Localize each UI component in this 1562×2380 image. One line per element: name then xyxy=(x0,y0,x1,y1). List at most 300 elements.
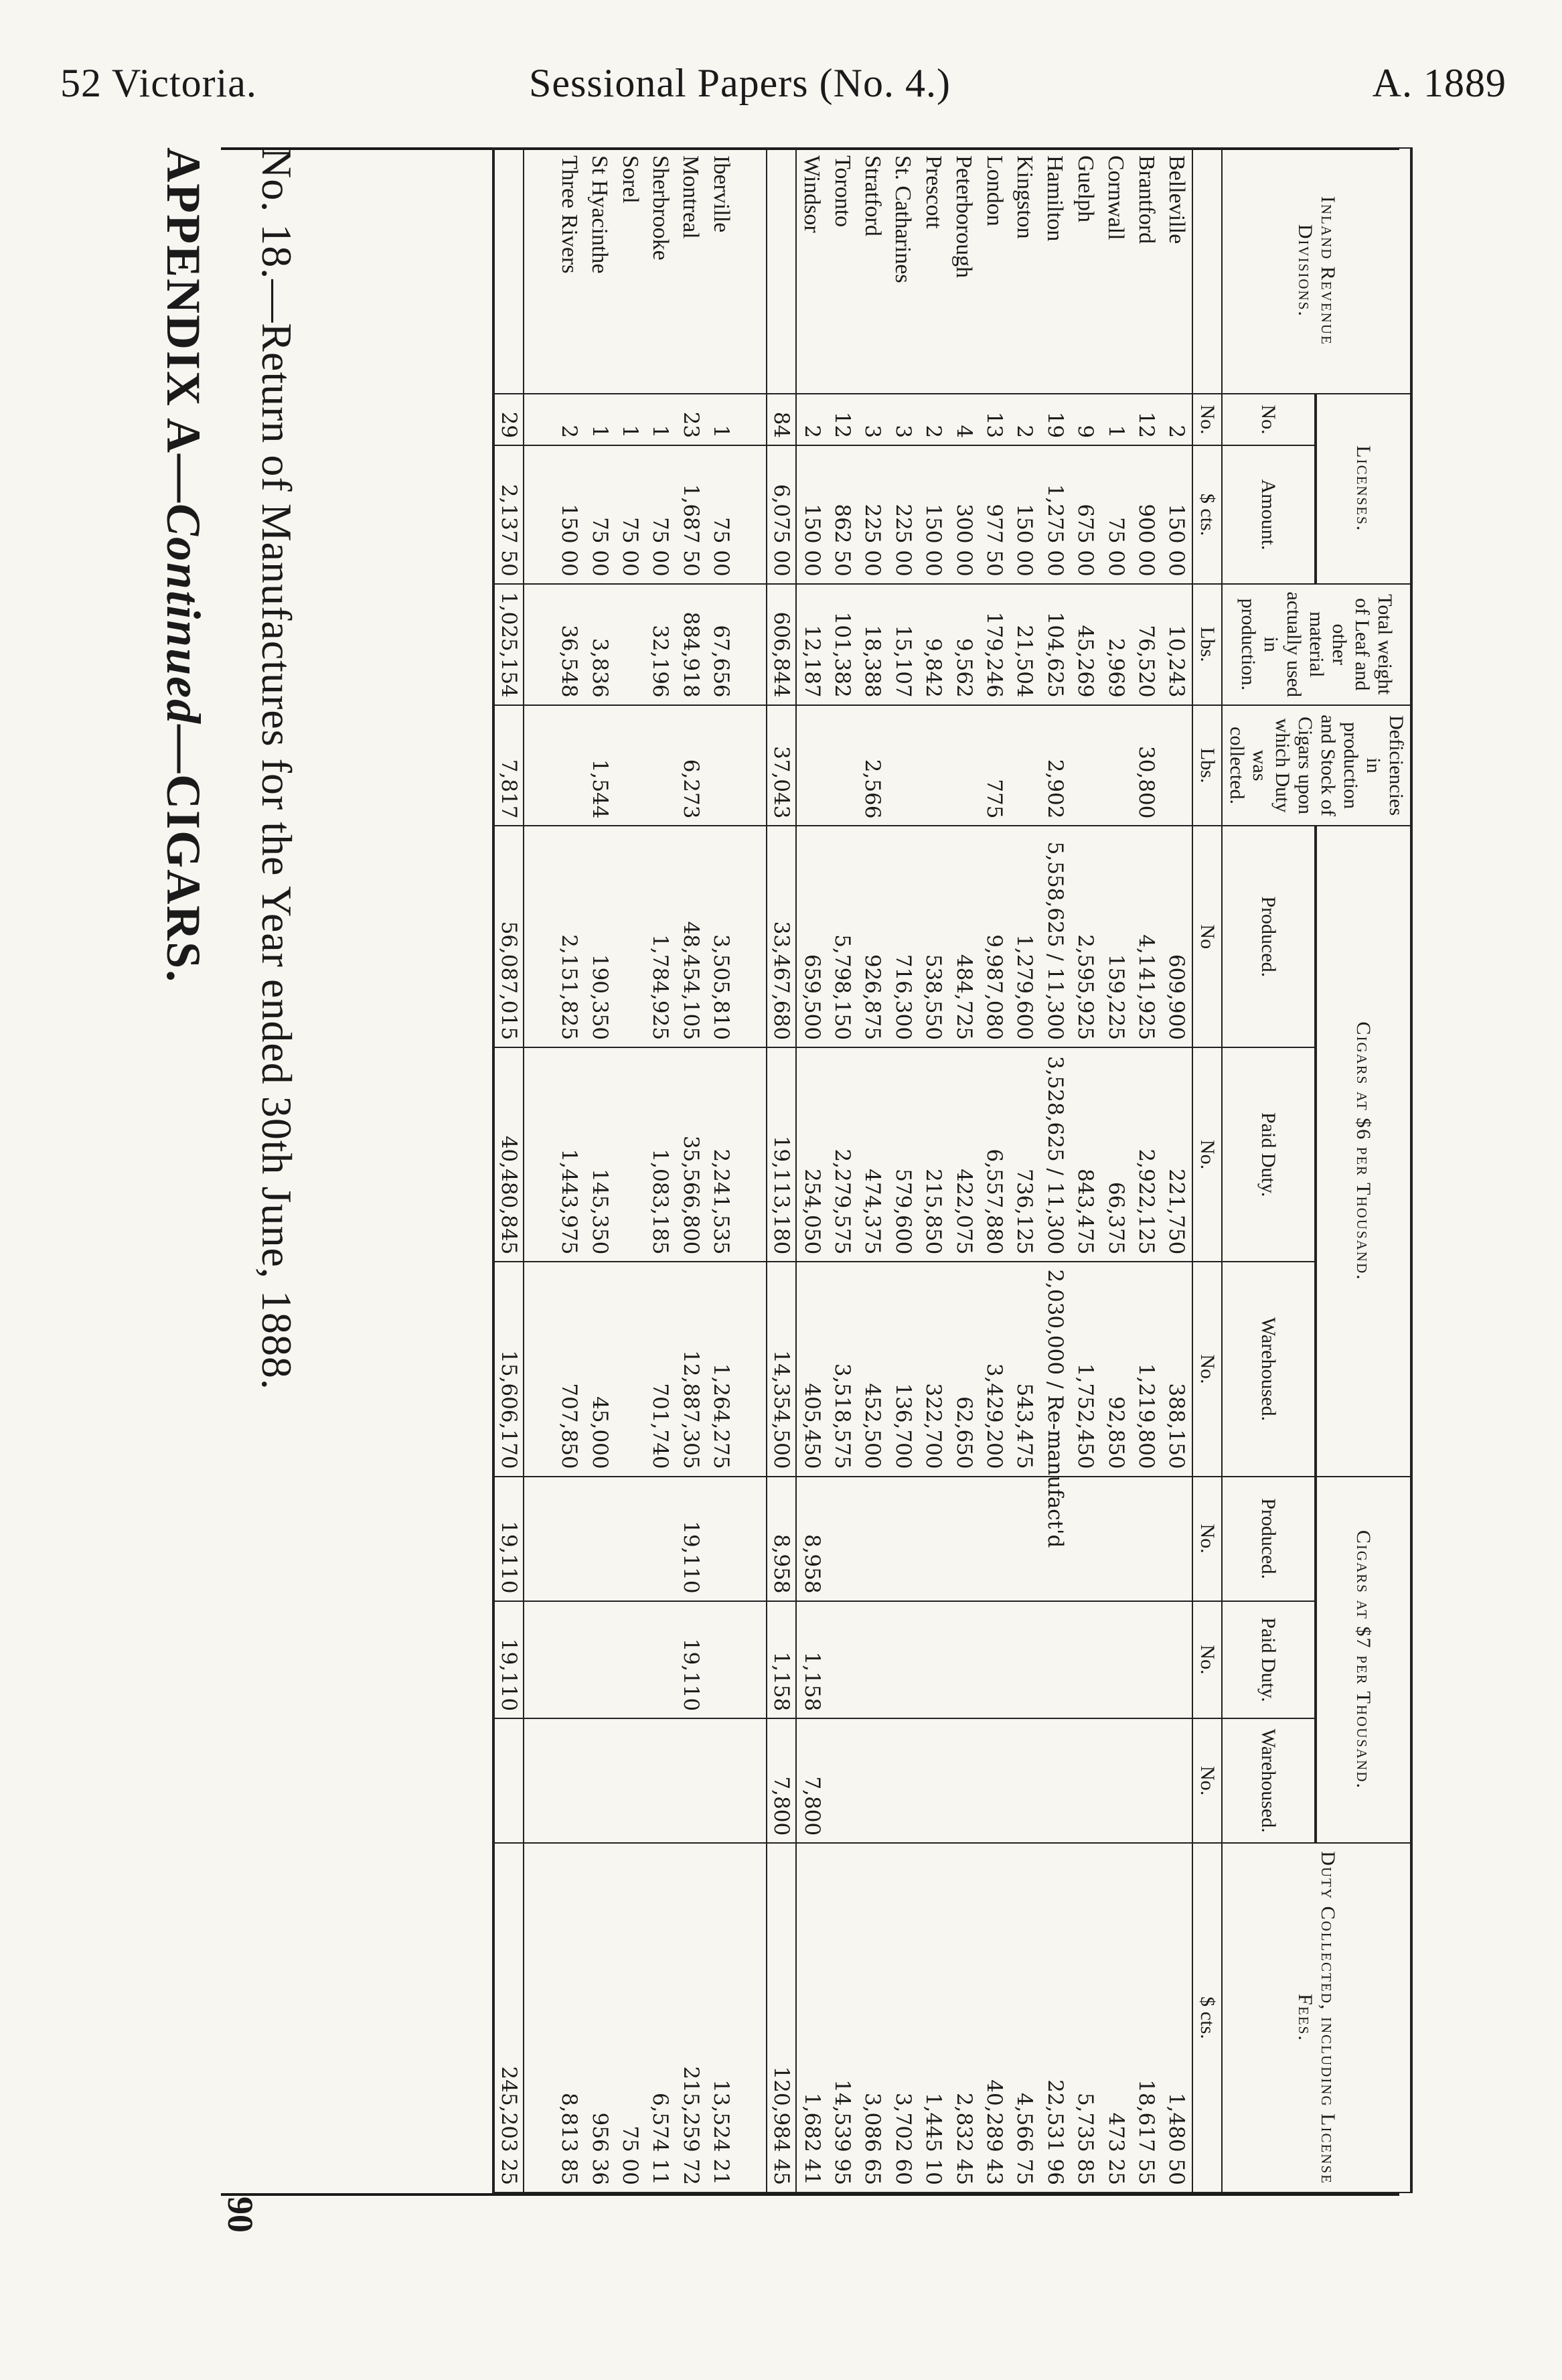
cell-no: 1 xyxy=(645,394,676,445)
cell-w6: 2,030,000 / Re-manufact'd xyxy=(1040,1262,1070,1476)
cell-tobacco: 101,382 xyxy=(827,584,857,705)
table-row xyxy=(615,148,645,2192)
table-row xyxy=(1010,148,1040,2192)
cell-amount: 150 00 xyxy=(1162,445,1192,584)
cell-d6: 2,241,535 xyxy=(706,1047,736,1262)
unit-duty: $ cts. xyxy=(1192,1843,1222,2192)
cell-amount: 900 00 xyxy=(1131,445,1161,584)
cell-p6: 659,500 xyxy=(796,826,827,1047)
col-lic-no: No. xyxy=(1222,394,1316,445)
cell-deficiency xyxy=(706,705,736,826)
cell-tobacco: 67,656 xyxy=(706,584,736,705)
cell-deficiency xyxy=(827,705,857,826)
cell-amount: 150 00 xyxy=(796,445,827,584)
cell-deficiency xyxy=(554,705,584,826)
col-group-six: Cigars at $6 per Thousand. xyxy=(1316,826,1411,1476)
cell-p7 xyxy=(979,1477,1009,1601)
cell-d6: 2,922,125 xyxy=(1131,1047,1161,1262)
cell-no: 1 xyxy=(1101,394,1131,445)
cell-p6: 159,225 xyxy=(1101,826,1131,1047)
cell-deficiency xyxy=(888,705,918,826)
cell-d7 xyxy=(584,1601,615,1719)
cell-amount: 150 00 xyxy=(1010,445,1040,584)
cell-p6: 538,550 xyxy=(918,826,948,1047)
cell-division: Hamilton xyxy=(1040,148,1070,394)
cell-d7 xyxy=(554,1601,584,1719)
cell-d6: 254,050 xyxy=(796,1047,827,1262)
cell-p7 xyxy=(554,1477,584,1601)
cell-w7 xyxy=(1162,1718,1192,1843)
cell-w7 xyxy=(918,1718,948,1843)
cell-w7 xyxy=(706,1718,736,1843)
unit-blank xyxy=(1192,148,1222,394)
cell-p7 xyxy=(645,1477,676,1601)
cell-d7 xyxy=(1010,1601,1040,1719)
cell-p6: 4,141,925 xyxy=(1131,826,1161,1047)
col-duty: Duty Collected, including License Fees. xyxy=(1222,1843,1411,2192)
table-row xyxy=(554,148,584,2192)
cell-duty: 14,539 95 xyxy=(827,1843,857,2192)
cell-p7 xyxy=(918,1477,948,1601)
cell-d6 xyxy=(615,1047,645,1262)
cell-division: Stratford xyxy=(858,148,888,394)
cell-tobacco: 76,520 xyxy=(1131,584,1161,705)
cell-w6: 1,264,275 xyxy=(706,1262,736,1476)
cell-p7: 8,958 xyxy=(796,1477,827,1601)
table-row xyxy=(1162,148,1192,2192)
col-warehoused-7: Warehoused. xyxy=(1222,1718,1316,1843)
table-row xyxy=(1131,148,1161,2192)
cell-p7: 19,110 xyxy=(493,1477,524,1601)
cell-duty: 75 00 xyxy=(615,1843,645,2192)
cell-deficiency xyxy=(1010,705,1040,826)
cell-no: 19 xyxy=(1040,394,1070,445)
cell-no: 2 xyxy=(554,394,584,445)
cell-p7: 8,958 xyxy=(767,1477,796,1601)
cell-division: Belleville xyxy=(1162,148,1192,394)
cell-p6: 190,350 xyxy=(584,826,615,1047)
table-row xyxy=(796,148,827,2192)
col-deficiency: Deficiencies in production and Stock of Cigars upon which Duty was collected. xyxy=(1222,705,1411,826)
cell-d7 xyxy=(615,1601,645,1719)
cell-p7 xyxy=(706,1477,736,1601)
cell-no: 4 xyxy=(949,394,979,445)
cell-division: Iberville xyxy=(706,148,736,394)
cell-w6: 707,850 xyxy=(554,1262,584,1476)
cell-p7 xyxy=(1131,1477,1161,1601)
cell-no: 12 xyxy=(1131,394,1161,445)
cell-division: Guelph xyxy=(1070,148,1100,394)
cell-tobacco: 18,388 xyxy=(858,584,888,705)
cell-duty: 22,531 96 xyxy=(1040,1843,1070,2192)
cell-deficiency: 775 xyxy=(979,705,1009,826)
cell-p7 xyxy=(1070,1477,1100,1601)
cell-p7 xyxy=(888,1477,918,1601)
cell-no: 1 xyxy=(584,394,615,445)
cell-no: 9 xyxy=(1070,394,1100,445)
cell-p7 xyxy=(615,1477,645,1601)
cell-p6: 5,558,625 / 11,300 xyxy=(1040,826,1070,1047)
cell-duty: 18,617 55 xyxy=(1131,1843,1161,2192)
unit-deficiency: Lbs. xyxy=(1192,705,1222,826)
cell-duty: 120,984 45 xyxy=(767,1843,796,2192)
cell-d7: 1,158 xyxy=(767,1601,796,1719)
cell-duty: 8,813 85 xyxy=(554,1843,584,2192)
cell-d7 xyxy=(1070,1601,1100,1719)
cell-deficiency xyxy=(645,705,676,826)
cell-duty: 215,259 72 xyxy=(676,1843,706,2192)
col-lic-amount: Amount. xyxy=(1222,445,1316,584)
col-tobacco: Total weight of Leaf and other material actually used in production. xyxy=(1222,584,1411,705)
cell-amount: 150 00 xyxy=(554,445,584,584)
table-row xyxy=(645,148,676,2192)
cell-duty: 3,086 65 xyxy=(858,1843,888,2192)
cell-d7 xyxy=(888,1601,918,1719)
cell-p7 xyxy=(584,1477,615,1601)
cell-p6: 33,467,680 xyxy=(767,826,796,1047)
cell-division: Toronto xyxy=(827,148,857,394)
running-header xyxy=(40,60,1520,121)
table-title: No. 18.—Return of Manufactures for the Year ended 30th June, 1888. xyxy=(253,147,301,1390)
col-division: Inland Revenue Divisions. xyxy=(1222,148,1411,394)
cell-w7 xyxy=(858,1718,888,1843)
rotated-page xyxy=(87,147,1413,2233)
cell-w7 xyxy=(827,1718,857,1843)
cell-p6: 2,595,925 xyxy=(1070,826,1100,1047)
col-produced-7: Produced. xyxy=(1222,1477,1316,1601)
cell-d6: 66,375 xyxy=(1101,1047,1131,1262)
cell-tobacco: 606,844 xyxy=(767,584,796,705)
cell-w7 xyxy=(1101,1718,1131,1843)
cell-no: 3 xyxy=(888,394,918,445)
bottom-rule xyxy=(221,2193,1399,2196)
cell-tobacco: 15,107 xyxy=(888,584,918,705)
cell-no: 2 xyxy=(1162,394,1192,445)
cell-d7 xyxy=(1162,1601,1192,1719)
cell-division xyxy=(493,148,524,394)
cell-d7 xyxy=(645,1601,676,1719)
spacer-row xyxy=(524,148,554,2192)
cell-division: St. Catharines xyxy=(888,148,918,394)
unit-warehoused-7: No. xyxy=(1192,1718,1222,1843)
cell-p6: 926,875 xyxy=(858,826,888,1047)
cell-p6: 9,987,080 xyxy=(979,826,1009,1047)
table-row xyxy=(949,148,979,2192)
cell-no: 29 xyxy=(493,394,524,445)
cell-no: 23 xyxy=(676,394,706,445)
cell-w6: 15,606,170 xyxy=(493,1262,524,1476)
appendix-prefix: APPENDIX A— xyxy=(157,147,210,504)
cell-amount: 75 00 xyxy=(1101,445,1131,584)
cell-duty: 3,702 60 xyxy=(888,1843,918,2192)
table-row xyxy=(918,148,948,2192)
col-group-seven: Cigars at $7 per Thousand. xyxy=(1316,1477,1411,1844)
cell-duty: 1,480 50 xyxy=(1162,1843,1192,2192)
cell-w7: 7,800 xyxy=(767,1718,796,1843)
cell-w7 xyxy=(676,1718,706,1843)
cell-d7 xyxy=(918,1601,948,1719)
cell-no: 3 xyxy=(858,394,888,445)
cell-d6: 422,075 xyxy=(949,1047,979,1262)
cell-amount: 300 00 xyxy=(949,445,979,584)
cell-duty: 956 36 xyxy=(584,1843,615,2192)
spacer-row xyxy=(736,148,767,2192)
cell-deficiency xyxy=(1070,705,1100,826)
cell-d7 xyxy=(979,1601,1009,1719)
cell-division: St Hyacinthe xyxy=(584,148,615,394)
cell-p7 xyxy=(949,1477,979,1601)
cell-w7 xyxy=(554,1718,584,1843)
cell-d7 xyxy=(1040,1601,1070,1719)
cell-d6: 40,480,845 xyxy=(493,1047,524,1262)
cell-w7 xyxy=(493,1718,524,1843)
unit-tobacco: Lbs. xyxy=(1192,584,1222,705)
col-produced-6: Produced. xyxy=(1222,826,1316,1047)
cell-amount: 225 00 xyxy=(888,445,918,584)
cell-tobacco: 3,836 xyxy=(584,584,615,705)
cell-no: 12 xyxy=(827,394,857,445)
cell-p6: 56,087,015 xyxy=(493,826,524,1047)
cell-w6: 452,500 xyxy=(858,1262,888,1476)
unit-lic-no: No. xyxy=(1192,394,1222,445)
cell-duty: 245,203 25 xyxy=(493,1843,524,2192)
cell-amount: 75 00 xyxy=(584,445,615,584)
cell-amount: 2,137 50 xyxy=(493,445,524,584)
cell-w7 xyxy=(949,1718,979,1843)
col-paid-7: Paid Duty. xyxy=(1222,1601,1316,1719)
cell-amount: 675 00 xyxy=(1070,445,1100,584)
cell-division: Brantford xyxy=(1131,148,1161,394)
cell-tobacco: 45,269 xyxy=(1070,584,1100,705)
cell-tobacco: 884,918 xyxy=(676,584,706,705)
table-row xyxy=(1040,148,1070,2192)
cell-w7 xyxy=(888,1718,918,1843)
cell-w6: 14,354,500 xyxy=(767,1262,796,1476)
cell-w7 xyxy=(645,1718,676,1843)
cell-deficiency xyxy=(615,705,645,826)
subtotal-row xyxy=(767,148,796,2192)
cell-d6: 579,600 xyxy=(888,1047,918,1262)
cell-deficiency xyxy=(918,705,948,826)
cell-w6: 322,700 xyxy=(918,1262,948,1476)
cell-d6: 35,566,800 xyxy=(676,1047,706,1262)
cell-division: Peterborough xyxy=(949,148,979,394)
cell-d6: 1,083,185 xyxy=(645,1047,676,1262)
cell-deficiency xyxy=(1162,705,1192,826)
cell-w6: 388,150 xyxy=(1162,1262,1192,1476)
cell-no: 2 xyxy=(796,394,827,445)
cell-d6: 1,443,975 xyxy=(554,1047,584,1262)
cell-deficiency: 6,273 xyxy=(676,705,706,826)
cell-w6: 12,887,305 xyxy=(676,1262,706,1476)
cell-p7 xyxy=(1010,1477,1040,1601)
cell-duty: 4,566 75 xyxy=(1010,1843,1040,2192)
cell-d6: 221,750 xyxy=(1162,1047,1192,1262)
cell-d7 xyxy=(827,1601,857,1719)
cell-w6: 1,219,800 xyxy=(1131,1262,1161,1476)
cell-deficiency: 1,544 xyxy=(584,705,615,826)
cell-deficiency: 37,043 xyxy=(767,705,796,826)
page-number: 90 xyxy=(220,2197,260,2233)
col-warehoused-6: Warehoused. xyxy=(1222,1262,1316,1476)
cell-d7 xyxy=(858,1601,888,1719)
cell-w6: 543,475 xyxy=(1010,1262,1040,1476)
cell-division: London xyxy=(979,148,1009,394)
cell-tobacco: 10,243 xyxy=(1162,584,1192,705)
cell-p7 xyxy=(827,1477,857,1601)
cell-division xyxy=(767,148,796,394)
cell-tobacco: 2,969 xyxy=(1101,584,1131,705)
cell-tobacco: 36,548 xyxy=(554,584,584,705)
cell-p7 xyxy=(1101,1477,1131,1601)
cell-d7 xyxy=(1131,1601,1161,1719)
cell-no: 2 xyxy=(1010,394,1040,445)
cell-w7 xyxy=(1010,1718,1040,1843)
cell-deficiency: 2,902 xyxy=(1040,705,1070,826)
cell-division: Kingston xyxy=(1010,148,1040,394)
cell-w6: 3,429,200 xyxy=(979,1262,1009,1476)
appendix-continued: Continued xyxy=(157,504,210,725)
cell-deficiency: 7,817 xyxy=(493,705,524,826)
cell-amount: 862 50 xyxy=(827,445,857,584)
cell-tobacco: 32,196 xyxy=(645,584,676,705)
table-row xyxy=(888,148,918,2192)
cell-duty: 5,735 85 xyxy=(1070,1843,1100,2192)
cell-d6: 736,125 xyxy=(1010,1047,1040,1262)
cell-amount: 75 00 xyxy=(615,445,645,584)
cell-w7 xyxy=(1040,1718,1070,1843)
cell-w6: 136,700 xyxy=(888,1262,918,1476)
table-row xyxy=(827,148,857,2192)
cell-tobacco: 9,562 xyxy=(949,584,979,705)
cell-p6: 716,300 xyxy=(888,826,918,1047)
cell-amount: 75 00 xyxy=(645,445,676,584)
table-row xyxy=(1070,148,1100,2192)
table-row xyxy=(1101,148,1131,2192)
cell-division: Montreal xyxy=(676,148,706,394)
cigars-table xyxy=(492,147,1413,2193)
cell-d6: 3,528,625 / 11,300 xyxy=(1040,1047,1070,1262)
cell-deficiency xyxy=(1101,705,1131,826)
cell-p7: 19,110 xyxy=(676,1477,706,1601)
cell-w7 xyxy=(615,1718,645,1843)
header-session: 52 Victoria. xyxy=(60,61,257,105)
col-paid-6: Paid Duty. xyxy=(1222,1047,1316,1262)
cell-tobacco: 104,625 xyxy=(1040,584,1070,705)
cell-w6: 3,518,575 xyxy=(827,1262,857,1476)
cell-duty: 1,682 41 xyxy=(796,1843,827,2192)
unit-paid-6: No. xyxy=(1192,1047,1222,1262)
table-row xyxy=(706,148,736,2192)
cell-d7: 1,158 xyxy=(796,1601,827,1719)
col-licenses: Licenses. xyxy=(1316,394,1411,584)
table-row xyxy=(858,148,888,2192)
cell-w6: 92,850 xyxy=(1101,1262,1131,1476)
cell-amount: 75 00 xyxy=(706,445,736,584)
unit-produced-6: No xyxy=(1192,826,1222,1047)
cell-p6: 5,798,150 xyxy=(827,826,857,1047)
cell-p6 xyxy=(615,826,645,1047)
cell-deficiency xyxy=(796,705,827,826)
cell-duty: 2,832 45 xyxy=(949,1843,979,2192)
cell-d6: 215,850 xyxy=(918,1047,948,1262)
cell-division: Three Rivers xyxy=(554,148,584,394)
cell-tobacco: 179,246 xyxy=(979,584,1009,705)
cell-tobacco: 1,025,154 xyxy=(493,584,524,705)
cell-amount: 1,687 50 xyxy=(676,445,706,584)
cell-amount: 150 00 xyxy=(918,445,948,584)
table-row xyxy=(676,148,706,2192)
unit-warehoused-6: No. xyxy=(1192,1262,1222,1476)
cell-w7: 7,800 xyxy=(796,1718,827,1843)
cell-tobacco: 9,842 xyxy=(918,584,948,705)
cell-duty: 1,445 10 xyxy=(918,1843,948,2192)
cell-duty: 6,574 11 xyxy=(645,1843,676,2192)
cell-duty: 40,289 43 xyxy=(979,1843,1009,2192)
cell-w6: 45,000 xyxy=(584,1262,615,1476)
cell-p6: 3,505,810 xyxy=(706,826,736,1047)
cell-p6: 1,279,600 xyxy=(1010,826,1040,1047)
cell-tobacco: 12,187 xyxy=(796,584,827,705)
cell-d6: 19,113,180 xyxy=(767,1047,796,1262)
table-row xyxy=(979,148,1009,2192)
cell-no: 2 xyxy=(918,394,948,445)
cell-d7: 19,110 xyxy=(493,1601,524,1719)
cell-w7 xyxy=(1131,1718,1161,1843)
cell-duty: 13,524 21 xyxy=(706,1843,736,2192)
cell-amount: 977 50 xyxy=(979,445,1009,584)
cell-w7 xyxy=(584,1718,615,1843)
cell-p6: 48,454,105 xyxy=(676,826,706,1047)
unit-paid-7: No. xyxy=(1192,1601,1222,1719)
unit-produced-7: No. xyxy=(1192,1477,1222,1601)
cell-no: 13 xyxy=(979,394,1009,445)
cell-d6: 145,350 xyxy=(584,1047,615,1262)
cell-d6: 843,475 xyxy=(1070,1047,1100,1262)
table-row xyxy=(584,148,615,2192)
cell-w6: 701,740 xyxy=(645,1262,676,1476)
cell-p6: 484,725 xyxy=(949,826,979,1047)
cell-p7 xyxy=(858,1477,888,1601)
cell-deficiency: 2,566 xyxy=(858,705,888,826)
table-row xyxy=(493,148,524,2192)
cell-no: 1 xyxy=(706,394,736,445)
header-year: A. 1889 xyxy=(1372,61,1506,105)
cell-d7 xyxy=(706,1601,736,1719)
cell-p6: 1,784,925 xyxy=(645,826,676,1047)
unit-amount: $ cts. xyxy=(1192,445,1222,584)
header-papers: Sessional Papers (No. 4.) xyxy=(529,61,951,105)
cell-d7: 19,110 xyxy=(676,1601,706,1719)
cell-no: 84 xyxy=(767,394,796,445)
cell-d7 xyxy=(949,1601,979,1719)
cell-amount: 1,275 00 xyxy=(1040,445,1070,584)
cell-division: Sorel xyxy=(615,148,645,394)
cell-tobacco xyxy=(615,584,645,705)
appendix-heading xyxy=(155,147,211,983)
cell-d6: 2,279,575 xyxy=(827,1047,857,1262)
cell-w6: 62,650 xyxy=(949,1262,979,1476)
cell-amount: 225 00 xyxy=(858,445,888,584)
cell-division: Sherbrooke xyxy=(645,148,676,394)
cell-deficiency xyxy=(949,705,979,826)
cell-w6 xyxy=(615,1262,645,1476)
cell-d6: 6,557,880 xyxy=(979,1047,1009,1262)
cell-division: Windsor xyxy=(796,148,827,394)
cell-division: Cornwall xyxy=(1101,148,1131,394)
cell-deficiency: 30,800 xyxy=(1131,705,1161,826)
cell-p6: 2,151,825 xyxy=(554,826,584,1047)
